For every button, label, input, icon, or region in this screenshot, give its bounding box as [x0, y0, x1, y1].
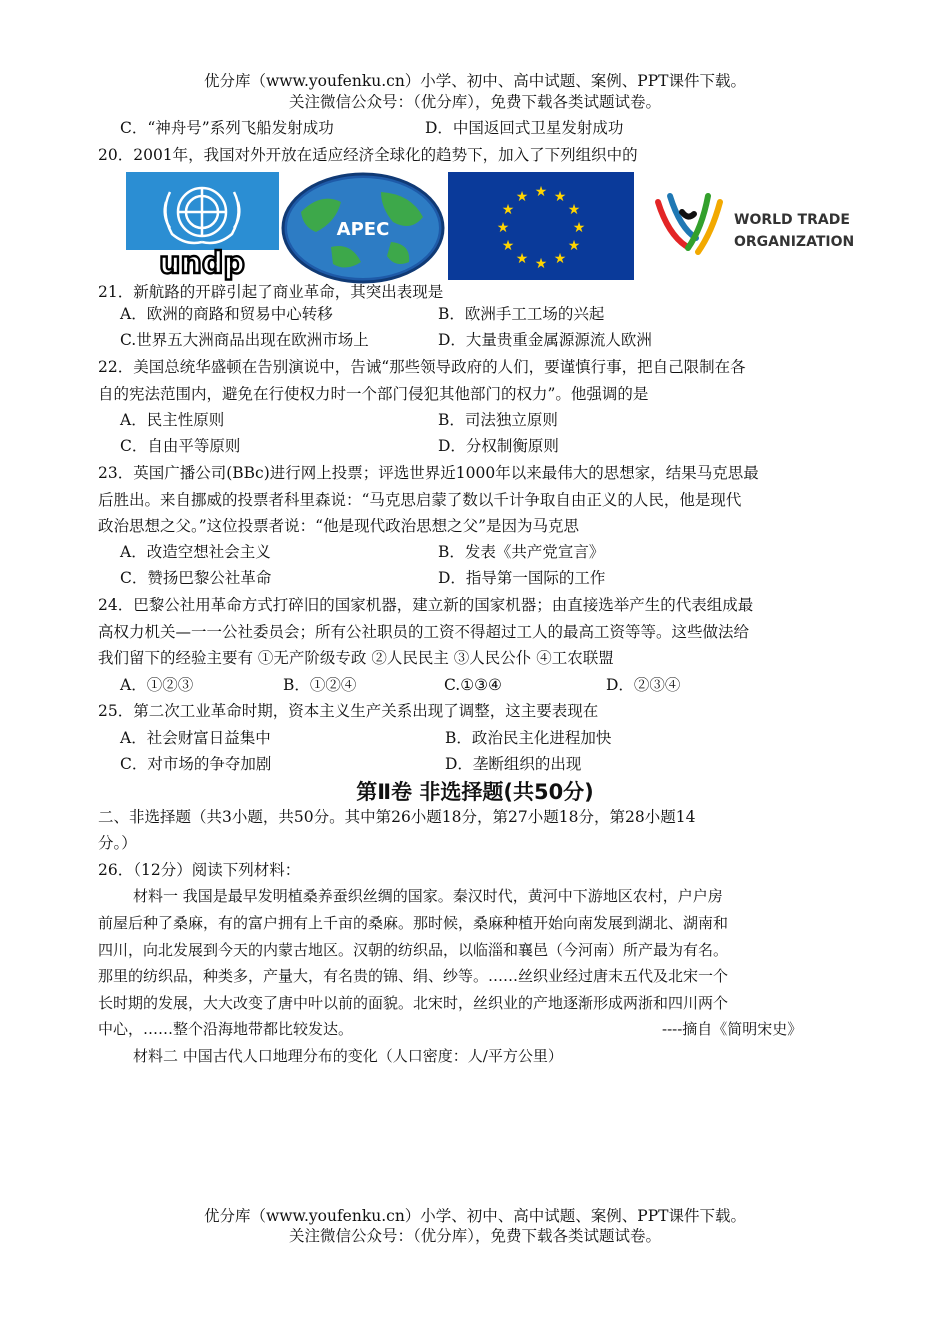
q23-option-d: D．指导第一国际的工作 — [438, 569, 606, 587]
eu-flag-logo — [448, 172, 634, 280]
q22-option-b: B．司法独立原则 — [438, 411, 558, 429]
q24-stem-1: 24．巴黎公社用革命方式打碎旧的国家机器，建立新的国家机器；由直接选举产生的代表组成最 — [98, 596, 754, 614]
part-2-instructions-1: 二、非选择题（共3小题，共50分。其中第26小题18分，第27小题18分，第28小题14 — [98, 808, 696, 826]
q26-material-1-line-1: 材料一 我国是最早发明植桑养蚕织丝绸的国家。秦汉时代，黄河中下游地区农村，户户房 — [133, 887, 723, 905]
q26-material-1-line-6: 中心，……整个沿海地带都比较发达。 — [98, 1020, 354, 1038]
svg-text:★: ★ — [572, 220, 586, 236]
q24-option-a: A．①②③ — [120, 676, 194, 694]
q21-option-b: B．欧洲手工工场的兴起 — [438, 305, 605, 323]
q26-material-1-line-2: 前屋后种了桑麻，有的富户拥有上千亩的桑麻。那时候，桑麻种植开始向南发展到湖北、湖南和 — [98, 914, 729, 932]
q24-option-b: B．①②④ — [283, 676, 357, 694]
svg-text:★: ★ — [567, 202, 581, 218]
q21-option-a: A．欧洲的商路和贸易中心转移 — [120, 305, 333, 323]
svg-text:★: ★ — [567, 238, 581, 254]
q26-heading: 26．（12分）阅读下列材料： — [98, 861, 301, 879]
footer-line-2: 关注微信公众号：（优分库），免费下载各类试题试卷。 — [288, 1227, 661, 1245]
svg-text:★: ★ — [501, 238, 515, 254]
q24-option-c: C.①③④ — [444, 676, 502, 694]
q25-option-d: D．垄断组织的出现 — [445, 755, 582, 773]
svg-text:★: ★ — [515, 189, 529, 205]
svg-text:★: ★ — [534, 256, 548, 272]
wto-wordmark-line-1: WORLD TRADE — [734, 212, 850, 228]
q25-option-c: C．对市场的争夺加剧 — [120, 755, 272, 773]
q22-option-c: C．自由平等原则 — [120, 437, 241, 455]
part-2-instructions-2: 分。） — [98, 834, 137, 852]
q24-stem-2: 高权力机关—一一公社委员会；所有公社职员的工资不得超过工人的最高工资等等。这些做法给 — [98, 623, 750, 641]
q20-stem: 20．2001年，我国对外开放在适应经济全球化的趋势下，加入了下列组织中的 — [98, 146, 638, 164]
q23-option-b: B．发表《共产党宣言》 — [438, 543, 605, 561]
footer-line-1: 优分库（www.youfenku.cn）小学、初中、高中试题、案例、PPT课件下载。 — [203, 1207, 747, 1225]
q24-stem-3: 我们留下的经验主要有 ①无产阶级专政 ②人民民主 ③人民公仆 ④工农联盟 — [98, 649, 614, 667]
q26-material-1-line-3: 四川，向北发展到今天的内蒙古地区。汉朝的纺织品，以临淄和襄邑（今河南）所产最为有名。 — [98, 941, 729, 959]
q26-material-1-source: ----摘自《简明宋史》 — [662, 1020, 803, 1038]
apec-wordmark: APEC — [336, 219, 390, 240]
q25-option-b: B．政治民主化进程加快 — [445, 729, 612, 747]
q19-option-d: D．中国返回式卫星发射成功 — [425, 119, 624, 137]
q22-option-a: A．民主性原则 — [120, 411, 225, 429]
q26-material-2-title: 材料二 中国古代人口地理分布的变化（人口密度：人/平方公里） — [133, 1047, 563, 1065]
q21-stem: 21．新航路的开辟引起了商业革命，其突出表现是 — [98, 283, 444, 301]
section-2-title: 第Ⅱ卷 非选择题(共50分) — [356, 780, 594, 804]
q19-option-c: C．“神舟号”系列飞船发射成功 — [120, 119, 334, 137]
svg-text:★: ★ — [553, 189, 567, 205]
svg-text:★: ★ — [553, 251, 567, 267]
q26-material-1-line-5: 长时期的发展，大大改变了唐中叶以前的面貌。北宋时，丝织业的产地逐渐形成两浙和四川两个 — [98, 994, 729, 1012]
q25-option-a: A．社会财富日益集中 — [120, 729, 271, 747]
q23-stem-3: 政治思想之父。”这位投票者说：“他是现代政治思想之父”是因为马克思 — [98, 517, 580, 535]
q21-option-c: C.世界五大洲商品出现在欧洲市场上 — [120, 331, 369, 349]
q20-logo-row — [126, 172, 855, 282]
wto-logo — [646, 172, 855, 280]
apec-globe-logo — [281, 172, 446, 282]
q26-material-1-line-4: 那里的纺织品，种类多，产量大，有名贵的锦、绢、纱等。……丝织业经过唐末五代及北宋一个 — [98, 967, 729, 985]
q23-stem-1: 23．英国广播公司(BBc)进行网上投票；评选世界近1000年以来最伟大的思想家，结果马克思最 — [98, 464, 759, 482]
q21-option-d: D．大量贵重金属源源流人欧洲 — [438, 331, 652, 349]
wto-wordmark-line-2: ORGANIZATION — [734, 234, 855, 250]
q23-stem-2: 后胜出。来自挪威的投票者科里森说：“马克思启蒙了数以千计争取自由正义的人民，他是现代 — [98, 491, 742, 509]
q23-option-a: A．改造空想社会主义 — [120, 543, 271, 561]
un-undp-logo — [126, 172, 279, 281]
q25-stem: 25．第二次工业革命时期，资本主义生产关系出现了调整，这主要表现在 — [98, 702, 599, 720]
svg-text:★: ★ — [534, 184, 548, 200]
svg-text:★: ★ — [501, 202, 515, 218]
q22-stem-1: 22．美国总统华盛顿在告别演说中，告诫“那些领导政府的人们，要谨慎行事，把自己限制在各 — [98, 358, 746, 376]
q23-option-c: C．赞扬巴黎公社革命 — [120, 569, 272, 587]
header-line-1: 优分库（www.youfenku.cn）小学、初中、高中试题、案例、PPT课件下载。 — [203, 72, 747, 90]
svg-text:★: ★ — [496, 220, 510, 236]
svg-text:★: ★ — [515, 251, 529, 267]
undp-wordmark: undp — [159, 246, 245, 281]
q22-option-d: D．分权制衡原则 — [438, 437, 559, 455]
header-line-2: 关注微信公众号：（优分库），免费下载各类试题试卷。 — [288, 93, 661, 111]
q22-stem-2: 自的宪法范围内，避免在行使权力时一个部门侵犯其他部门的权力”。他强调的是 — [98, 385, 649, 403]
q24-option-d: D．②③④ — [606, 676, 681, 694]
